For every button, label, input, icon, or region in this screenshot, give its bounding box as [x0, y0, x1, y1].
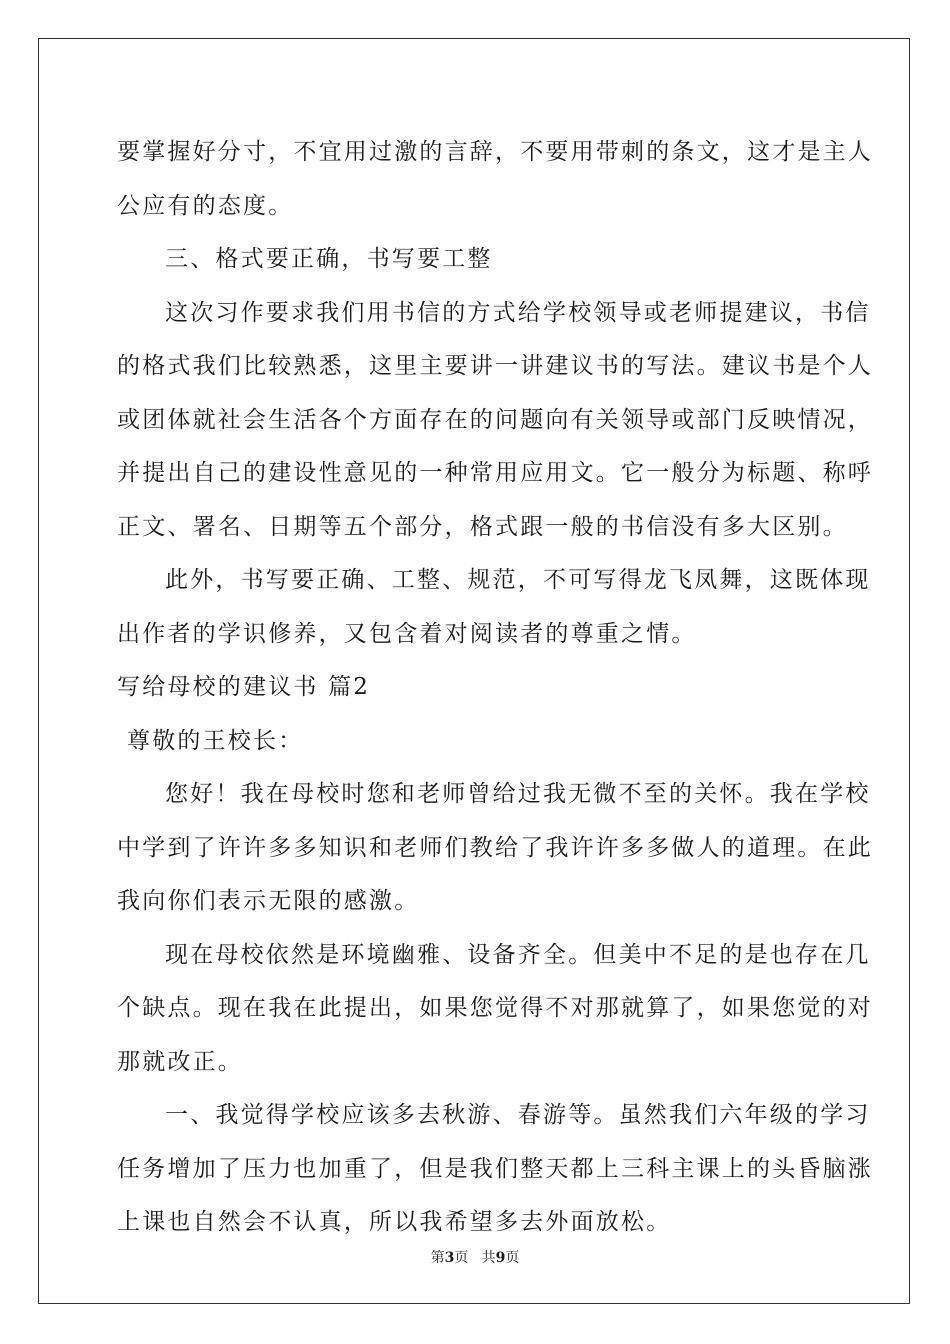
paragraph-line: 或团体就社会生活各个方面存在的问题向有关领导或部门反映情况，: [117, 406, 873, 433]
paragraph-line: 要掌握好分寸，不宜用过激的言辞，不要用带刺的条文，这才是主人: [117, 139, 873, 165]
paragraph-line: 中学到了许许多多知识和老师们教给了我许许多多做人的道理。在此: [117, 834, 873, 861]
paragraph-line: 并提出自己的建设性意见的一种常用应用文。它一般分为标题、称呼: [117, 460, 873, 486]
salutation: 尊敬的王校长：: [127, 727, 304, 754]
paragraph-line: 任务增加了压力也加重了，但是我们整天都上三科主课上的头昏脑涨: [117, 1155, 873, 1182]
footer-mid: 页 共: [454, 1250, 496, 1266]
footer-suffix: 页: [505, 1250, 520, 1266]
document-body: [117, 126, 873, 1250]
page-footer: [0, 1247, 950, 1267]
paragraph-line: 此外，书写要正确、工整、规范，不可写得龙飞凤舞，这既体现: [165, 567, 871, 593]
article-title: 写给母校的建议书 篇2: [117, 674, 371, 700]
paragraph-line: 上课也自然会不认真，所以我希望多去外面放松。: [117, 1209, 672, 1235]
total-page-count: 9: [495, 1250, 506, 1266]
footer-prefix: 第: [430, 1250, 445, 1266]
paragraph-line: 那就改正。: [117, 1048, 243, 1075]
section-heading: 三、格式要正确，书写要工整: [165, 246, 493, 272]
paragraph-line: 公应有的态度。: [117, 192, 294, 219]
paragraph-line: 我向你们表示无限的感激。: [117, 888, 420, 914]
current-page-number: 3: [444, 1250, 455, 1266]
paragraph-line: 一、我觉得学校应该多去秋游、春游等。虽然我们六年级的学习: [165, 1102, 871, 1128]
paragraph-line: 的格式我们比较熟悉，这里主要讲一讲建议书的写法。建议书是个人: [117, 353, 873, 379]
paragraph-line: 现在母校依然是环境幽雅、设备齐全。但美中不足的是也存在几: [165, 941, 871, 968]
paragraph-line: 这次习作要求我们用书信的方式给学校领导或老师提建议，书信: [165, 299, 871, 326]
paragraph-line: 正文、署名、日期等五个部分，格式跟一般的书信没有多大区别。: [117, 513, 848, 540]
paragraph-line: 您好！我在母校时您和老师曾给过我无微不至的关怀。我在学校: [165, 781, 871, 807]
paragraph-line: 出作者的学识修养，又包含着对阅读者的尊重之情。: [117, 620, 697, 647]
paragraph-line: 个缺点。现在我在此提出，如果您觉得不对那就算了，如果您觉的对: [117, 995, 873, 1021]
